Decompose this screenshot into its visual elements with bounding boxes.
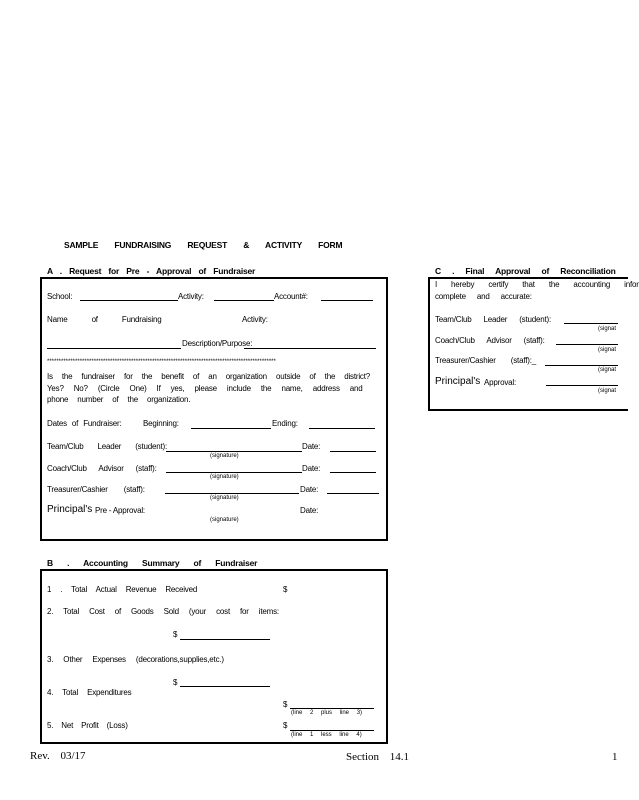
beginning-label: Beginning: xyxy=(143,419,179,428)
treasurer-signature-field[interactable] xyxy=(165,493,299,494)
final-treasurer-signature-note: (signat xyxy=(598,367,617,373)
beginning-date-field[interactable] xyxy=(191,428,271,429)
certify-line2: complete and accurate: xyxy=(435,292,532,301)
net-profit-label: 5. Net Profit (Loss) xyxy=(47,721,128,730)
fundraising-name-field[interactable] xyxy=(47,348,181,349)
coach-date-field[interactable] xyxy=(330,472,376,473)
final-coach-signature-note: (signat xyxy=(598,347,617,353)
form-title: SAMPLE FUNDRAISING REQUEST & ACTIVITY FORM xyxy=(64,240,343,250)
team-leader-date-field[interactable] xyxy=(330,451,376,452)
team-leader-label: Team/Club Leader (student): xyxy=(47,442,167,451)
final-treasurer-signature-field[interactable] xyxy=(545,365,618,366)
net-profit-field[interactable] xyxy=(290,730,374,731)
account-label: Account#: xyxy=(274,292,308,301)
final-principal-signature-field[interactable] xyxy=(546,385,618,386)
total-expenditures-field[interactable] xyxy=(290,708,374,709)
final-team-leader-label: Team/Club Leader (student): xyxy=(435,315,551,324)
asterisk-divider: ************************************************************************************************** xyxy=(47,359,276,365)
total-expenditures-dollar: $ xyxy=(283,700,288,709)
certify-line1: I hereby certify that the accounting infor xyxy=(435,280,639,289)
page-number-edge: 1 xyxy=(612,751,618,763)
section-b-heading: B . Accounting Summary of Fundraiser xyxy=(47,558,258,568)
treasurer-date-label: Date: xyxy=(300,485,319,494)
net-profit-dollar: $ xyxy=(283,721,288,730)
cost-of-goods-dollar: $ xyxy=(173,630,178,639)
final-principal-approval-label: Approval: xyxy=(484,378,516,387)
coach-signature-note: (signature) xyxy=(210,474,239,480)
account-field[interactable] xyxy=(321,300,373,301)
principal-date-label: Date: xyxy=(300,506,319,515)
team-leader-signature-note: (signature) xyxy=(210,453,239,459)
activity-label: Activity: xyxy=(178,292,204,301)
treasurer-date-field[interactable] xyxy=(327,493,379,494)
benefit-question-line2: Yes? No? (Circle One) If yes, please include the name, address and xyxy=(47,384,363,393)
revision-label: Rev. 03/17 xyxy=(30,750,86,762)
description-field[interactable] xyxy=(244,348,376,349)
final-team-leader-signature-note: (signat xyxy=(598,326,617,332)
team-leader-signature-field[interactable] xyxy=(166,451,302,452)
name-of-fundraising-label: Name of Fundraising xyxy=(47,315,162,324)
cost-of-goods-field[interactable] xyxy=(180,639,270,640)
final-coach-signature-field[interactable] xyxy=(556,344,618,345)
other-expenses-field[interactable] xyxy=(180,686,270,687)
principal-pre-approval-label: Pre - Approval: xyxy=(95,506,145,515)
total-revenue-label: 1 . Total Actual Revenue Received xyxy=(47,585,198,594)
benefit-question-line3: phone number of the organization. xyxy=(47,395,191,404)
total-revenue-dollar: $ xyxy=(283,585,288,594)
benefit-question-line1: Is the fundraiser for the benefit of an organization outside of the district? xyxy=(47,372,370,381)
ending-date-field[interactable] xyxy=(309,428,375,429)
coach-label: Coach/Club Advisor (staff): xyxy=(47,464,157,473)
activity-field[interactable] xyxy=(214,300,274,301)
coach-date-label: Date: xyxy=(302,464,321,473)
treasurer-signature-note: (signature) xyxy=(210,495,239,501)
final-coach-label: Coach/Club Advisor (staff): xyxy=(435,336,545,345)
ending-label: Ending: xyxy=(272,419,298,428)
section-number: Section 14.1 xyxy=(346,751,409,763)
coach-signature-field[interactable] xyxy=(166,472,302,473)
final-principal-signature-note: (signat xyxy=(598,388,617,394)
school-field[interactable] xyxy=(80,300,178,301)
school-label: School: xyxy=(47,292,73,301)
cost-of-goods-label: 2. Total Cost of Goods Sold (your cost for items: xyxy=(47,607,279,616)
description-label: Description/Purpose: xyxy=(182,339,253,348)
other-expenses-label: 3. Other Expenses (decorations,supplies,etc.) xyxy=(47,655,224,664)
total-expenditures-note: (line 2 plus line 3) xyxy=(291,710,363,716)
total-expenditures-label: 4. Total Expenditures xyxy=(47,688,132,697)
net-profit-note: (line 1 less line 4) xyxy=(291,732,362,738)
principal-label: Principal's xyxy=(47,504,93,515)
other-expenses-dollar: $ xyxy=(173,678,178,687)
treasurer-label: Treasurer/Cashier (staff): xyxy=(47,485,145,494)
final-principal-label: Principal's xyxy=(435,376,481,387)
team-leader-date-label: Date: xyxy=(302,442,321,451)
principal-signature-note: (signature) xyxy=(210,517,239,523)
final-treasurer-label: Treasurer/Cashier (staff):_ xyxy=(435,356,536,365)
final-team-leader-signature-field[interactable] xyxy=(564,323,618,324)
section-c-heading: C . Final Approval of Reconciliation xyxy=(435,266,616,276)
dates-label: Dates of Fundraiser: xyxy=(47,419,122,428)
section-a-heading: A . Request for Pre - Approval of Fundraiser xyxy=(47,266,256,276)
activity-label-2: Activity: xyxy=(242,315,268,324)
